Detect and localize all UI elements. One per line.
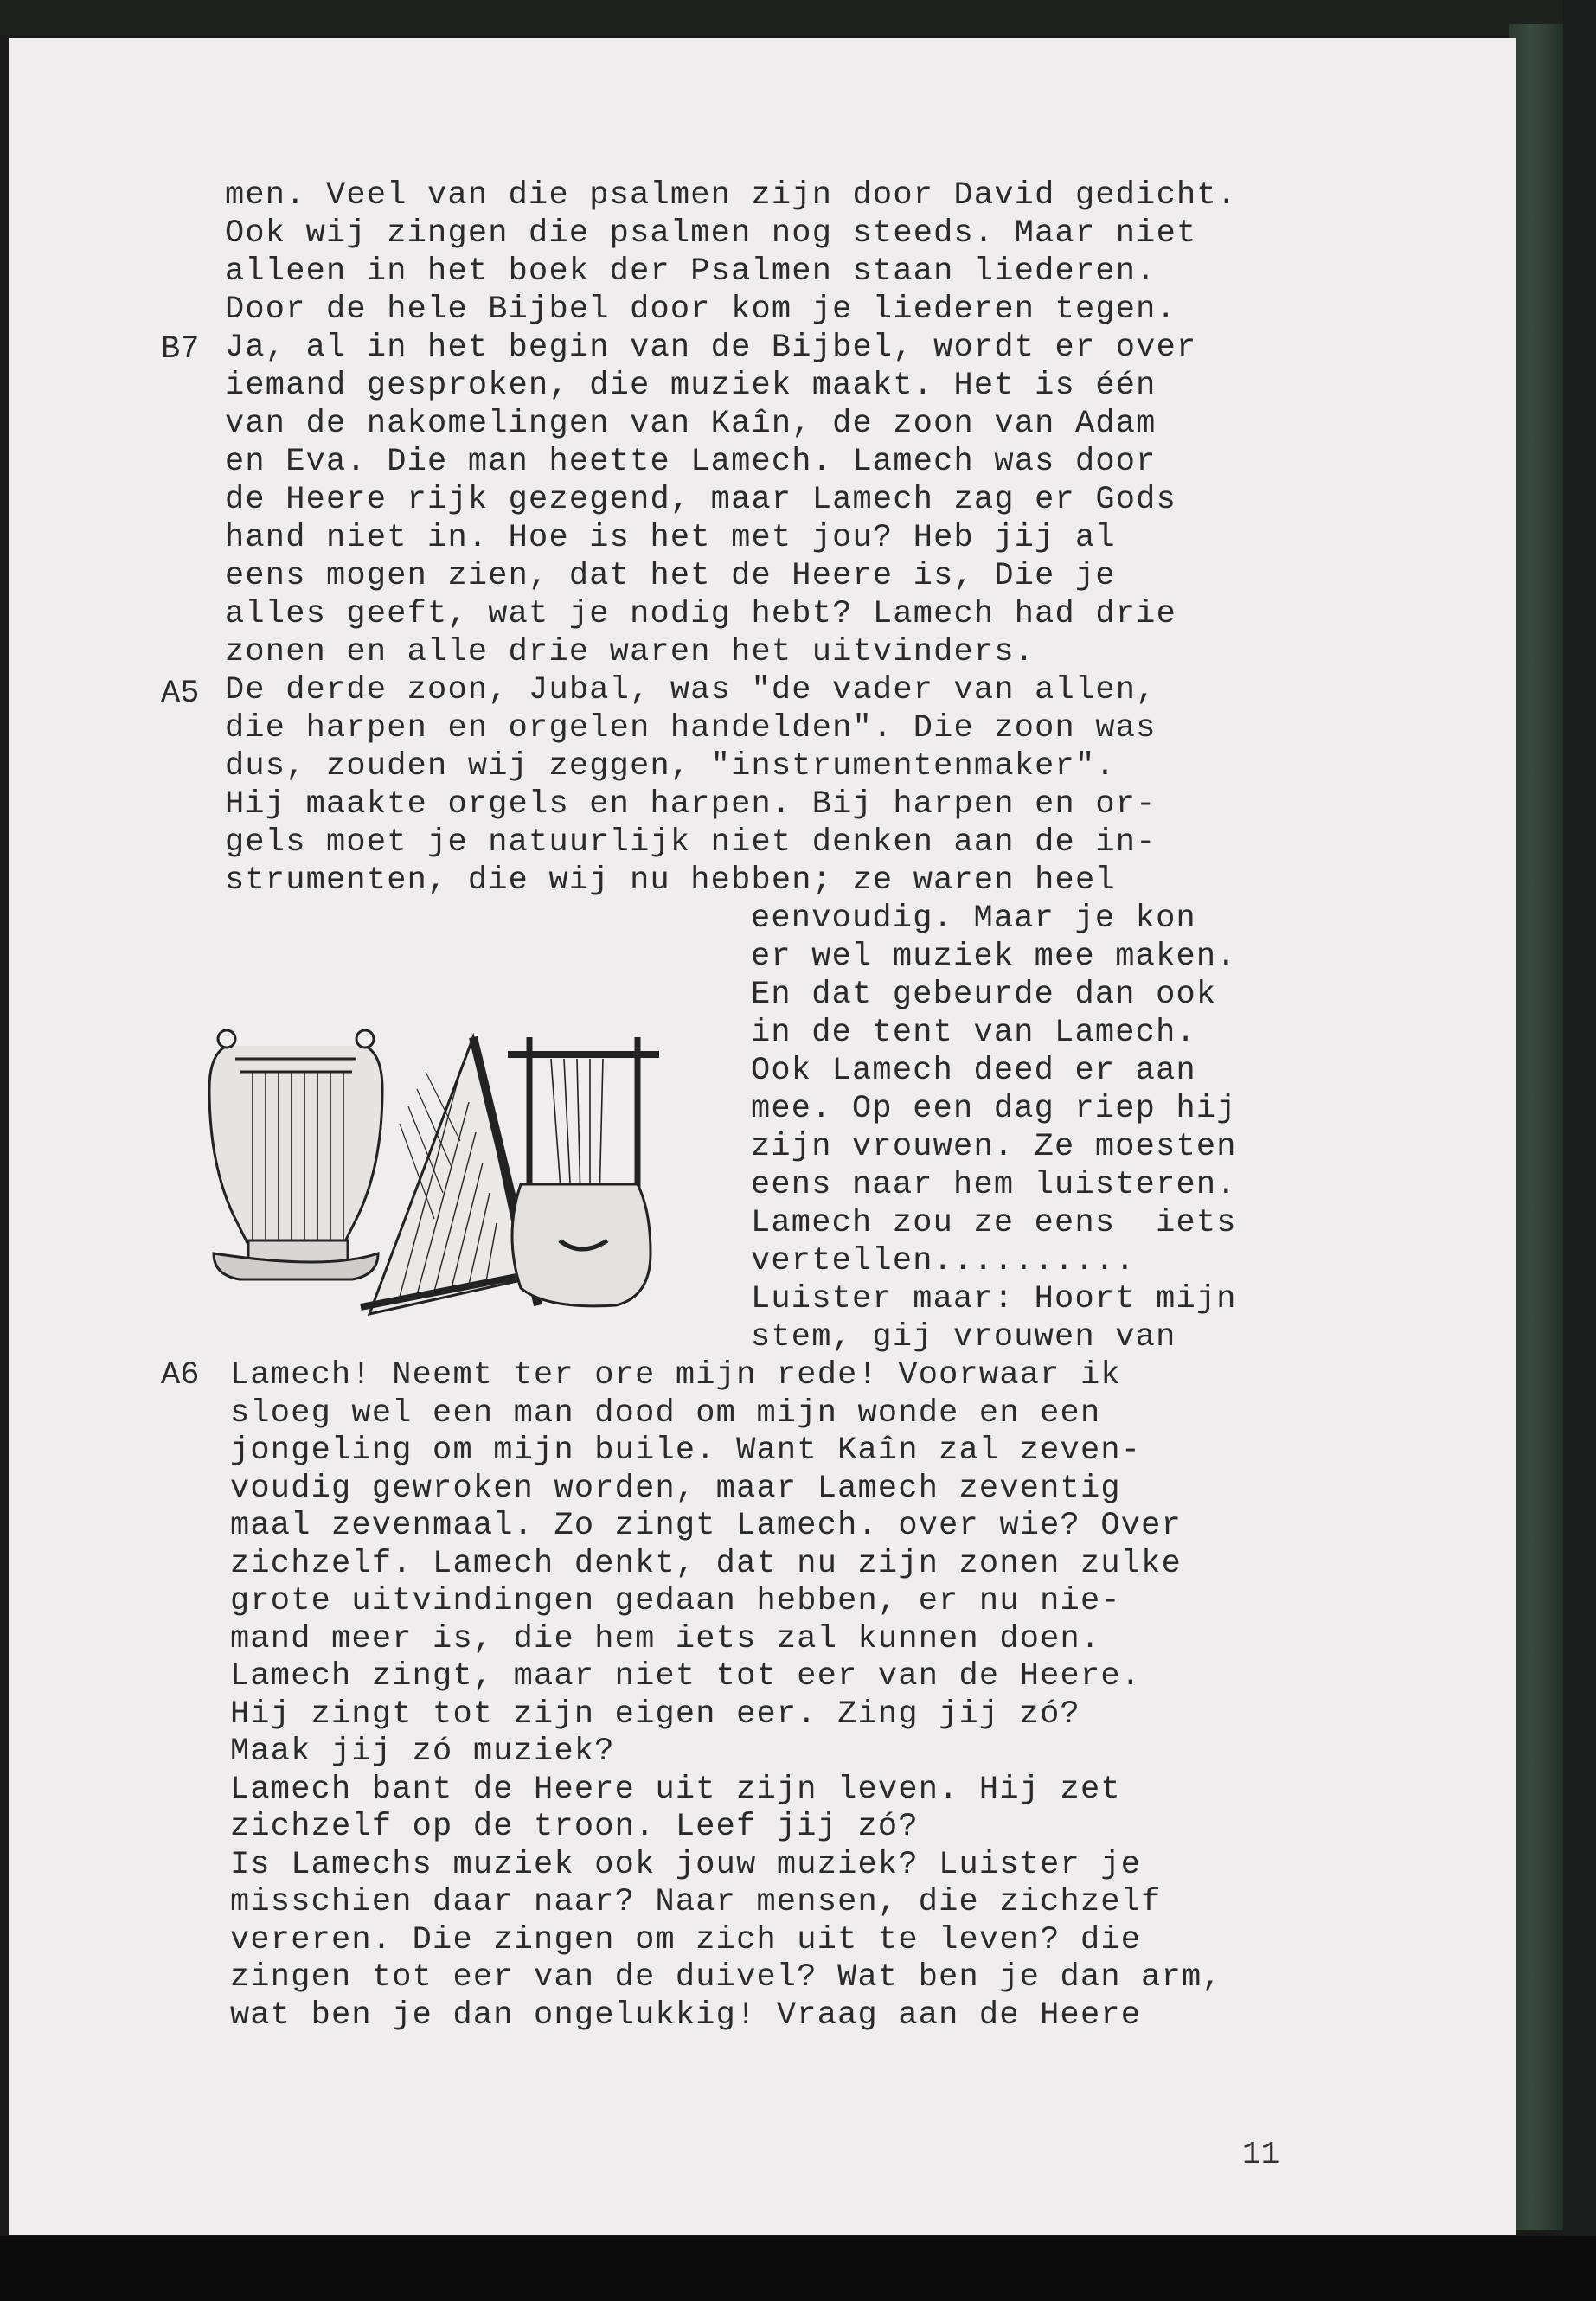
text-line: mee. Op een dag riep hij — [751, 1091, 1237, 1127]
text-line: die harpen en orgelen handelden". Die zoon was — [225, 710, 1157, 747]
margin-marker: A5 — [161, 676, 200, 712]
text-line: Hij maakte orgels en harpen. Bij harpen en or- — [225, 786, 1157, 823]
text-line: en Eva. Die man heette Lamech. Lamech was door — [225, 444, 1157, 480]
text-line: sloeg wel een man dood om mijn wonde en een — [230, 1394, 1101, 1432]
text-line: mand meer is, die hem iets zal kunnen doen. — [230, 1620, 1101, 1657]
text-line: dus, zouden wij zeggen, "instrumentenmaker". — [225, 748, 1116, 785]
text-line: maal zevenmaal. Zo zingt Lamech. over wie? Over — [230, 1508, 1182, 1544]
text-line: voudig gewroken worden, maar Lamech zeventig — [230, 1470, 1121, 1507]
page-number: 11 — [1242, 2137, 1280, 2172]
text-line: zonen en alle drie waren het uitvinders. — [225, 634, 1035, 670]
text-line: Ook Lamech deed er aan — [751, 1053, 1196, 1089]
text-line: Ook wij zingen die psalmen nog steeds. Maar niet — [225, 215, 1197, 252]
margin-marker: A6 — [161, 1357, 200, 1394]
text-line: Lamech bant de Heere uit zijn leven. Hij zet — [230, 1771, 1121, 1808]
text-line: zichzelf. Lamech denkt, dat nu zijn zonen zulke — [230, 1545, 1182, 1582]
text-line: wat ben je dan ongelukkig! Vraag aan de Heere — [230, 1997, 1142, 2034]
text-line: iemand gesproken, die muziek maakt. Het is één — [225, 368, 1157, 404]
text-line: zijn vrouwen. Ze moesten — [751, 1129, 1237, 1165]
text-line: stem, gij vrouwen van — [751, 1319, 1176, 1356]
text-line: de Heere rijk gezegend, maar Lamech zag er Gods — [225, 482, 1176, 518]
text-line: eens mogen zien, dat het de Heere is, Die je — [225, 558, 1116, 594]
scan-bottom-edge — [0, 2236, 1596, 2301]
text-line: grote uitvindingen gedaan hebben, er nu nie- — [230, 1583, 1121, 1619]
text-line: van de nakomelingen van Kaîn, de zoon van Adam — [225, 406, 1157, 442]
text-line: Maak jij zó muziek? — [230, 1734, 615, 1770]
text-line: vereren. Die zingen om zich uit te leven? die — [230, 1921, 1142, 1958]
text-line: hand niet in. Hoe is het met jou? Heb jij al — [225, 520, 1116, 556]
text-line: vertellen.......... — [751, 1243, 1136, 1279]
text-line: Lamech zingt, maar niet tot eer van de Heere. — [230, 1658, 1142, 1695]
scan-top-edge — [0, 0, 1596, 35]
text-line: Lamech zou ze eens iets — [751, 1205, 1237, 1241]
book-cover-edge — [1509, 24, 1563, 2230]
instruments-illustration-icon — [201, 1020, 702, 1323]
text-line: zingen tot eer van de duivel? Wat ben je dan arm, — [230, 1959, 1222, 1996]
text-line: men. Veel van die psalmen zijn door David gedicht. — [225, 177, 1238, 214]
text-line: alleen in het boek der Psalmen staan liederen. — [225, 253, 1157, 290]
text-line: er wel muziek mee maken. — [751, 939, 1237, 975]
text-line: Hij zingt tot zijn eigen eer. Zing jij zó? — [230, 1695, 1080, 1733]
text-line: Door de hele Bijbel door kom je liederen tegen. — [225, 292, 1176, 328]
scan-right-edge — [1563, 0, 1596, 2301]
text-line: gels moet je natuurlijk niet denken aan de in- — [225, 824, 1157, 861]
text-line: Ja, al in het begin van de Bijbel, wordt er over — [225, 330, 1197, 366]
text-line: jongeling om mijn buile. Want Kaîn zal zeven- — [230, 1433, 1142, 1469]
text-line: misschien daar naar? Naar mensen, die zichzelf — [230, 1884, 1162, 1920]
text-line: Lamech! Neemt ter ore mijn rede! Voorwaar ik — [230, 1357, 1121, 1394]
book-page — [9, 38, 1516, 2235]
text-line: eens naar hem luisteren. — [751, 1167, 1237, 1203]
text-line: En dat gebeurde dan ook — [751, 977, 1217, 1013]
text-line: Luister maar: Hoort mijn — [751, 1281, 1237, 1317]
text-line: alles geeft, wat je nodig hebt? Lamech had drie — [225, 596, 1176, 632]
text-line: De derde zoon, Jubal, was "de vader van allen, — [225, 672, 1157, 708]
text-line: zichzelf op de troon. Leef jij zó? — [230, 1809, 919, 1845]
text-line: in de tent van Lamech. — [751, 1015, 1196, 1051]
text-line: eenvoudig. Maar je kon — [751, 901, 1196, 937]
text-line: strumenten, die wij nu hebben; ze waren heel — [225, 862, 1116, 899]
margin-marker: B7 — [161, 331, 200, 368]
text-line: Is Lamechs muziek ook jouw muziek? Luister je — [230, 1846, 1142, 1883]
